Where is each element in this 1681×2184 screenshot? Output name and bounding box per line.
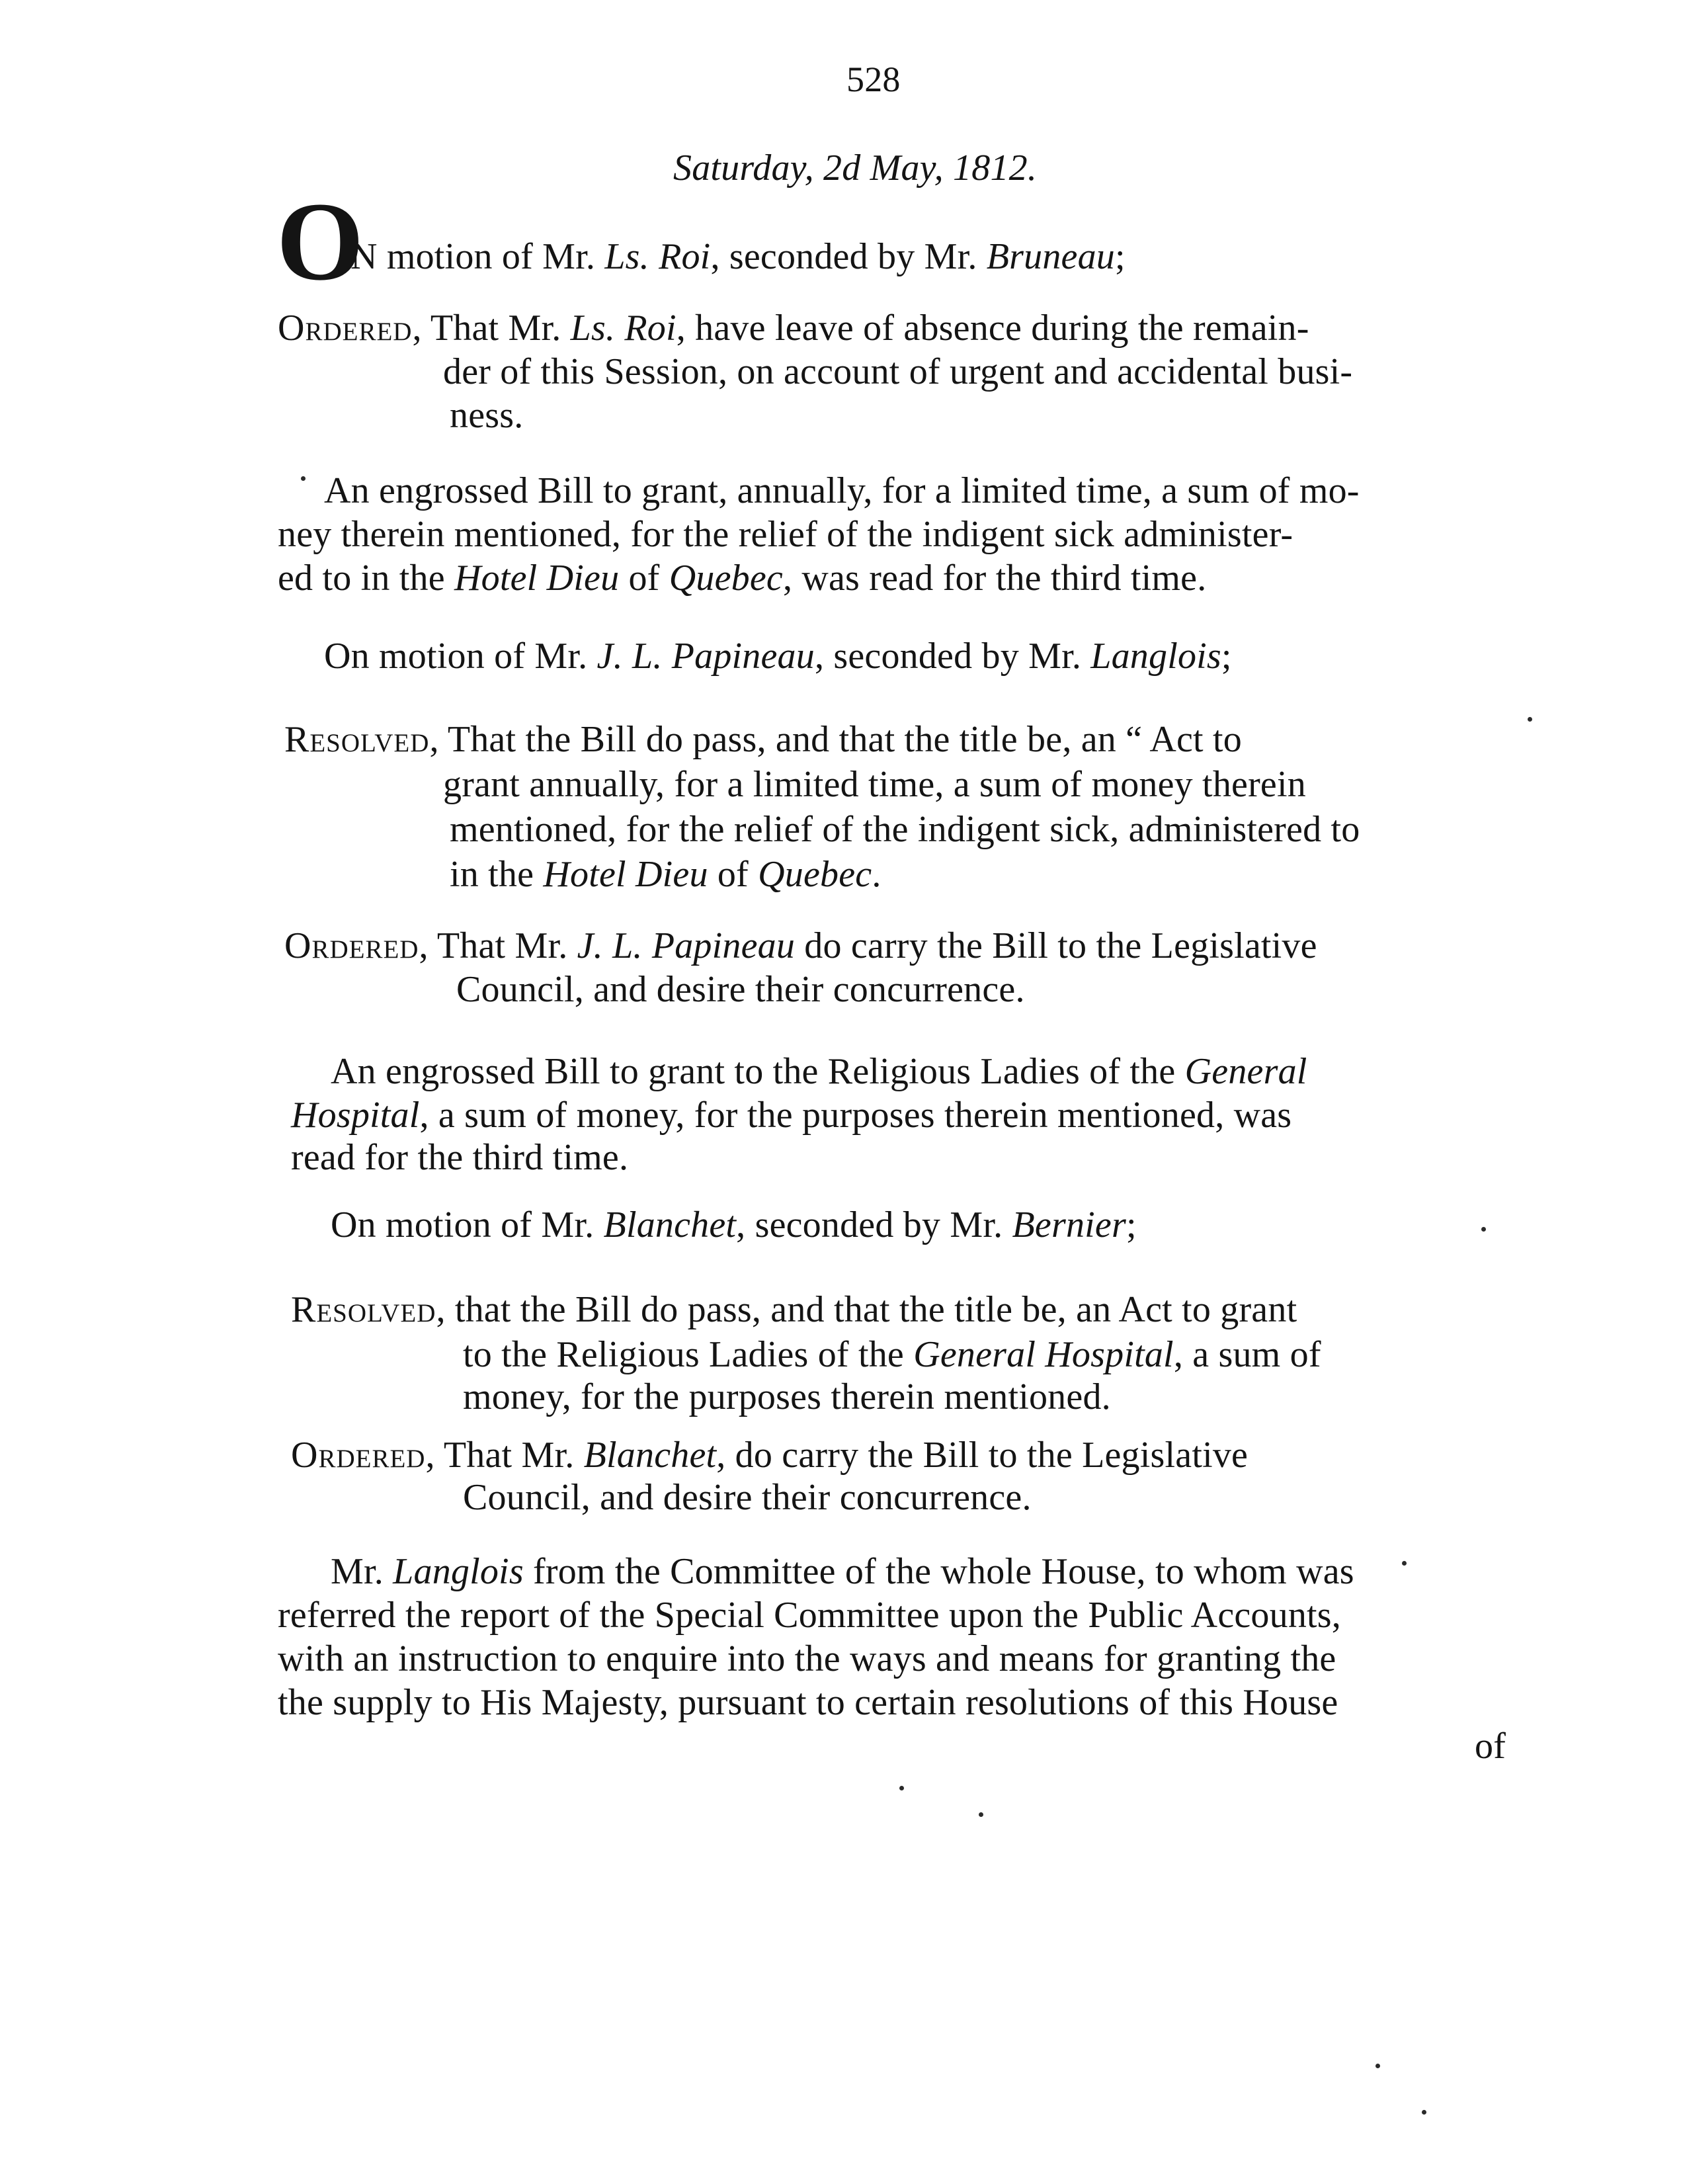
ordered-carry2-line-1 <box>291 1434 1248 1476</box>
text: N motion of Mr. <box>350 236 605 277</box>
member-name: Bruneau <box>986 236 1116 277</box>
committee-line-4: the supply to His Majesty, pursuant to certain resolutions of this House <box>278 1682 1338 1723</box>
member-name: Blanchet <box>583 1435 717 1476</box>
place-name: Hospital <box>291 1095 420 1136</box>
text: , a sum of money, for the purposes therein mentioned, was <box>419 1095 1292 1136</box>
lead-word: Resolved <box>284 719 430 760</box>
member-name: Ls. Roi <box>570 308 676 349</box>
scan-speck <box>979 1812 983 1817</box>
bill-line-3 <box>278 557 1206 599</box>
member-name: Langlois <box>1090 636 1221 677</box>
committee-line-2: referred the report of the Special Committee upon the Public Accounts, <box>278 1595 1341 1636</box>
text: , That the Bill do pass, and that the title be, an “ Act to <box>429 719 1242 760</box>
text: , That Mr. <box>425 1435 584 1476</box>
member-name: Langlois <box>393 1551 524 1592</box>
bill2-line-1 <box>331 1050 1307 1093</box>
text: , seconded by Mr. <box>814 636 1091 677</box>
ordered-line-2: der of this Session, on account of urgent and accidental busi- <box>443 351 1353 392</box>
place-name: Quebec <box>669 558 783 599</box>
resolved-line-1 <box>284 718 1242 761</box>
text: to the Religious Ladies of the <box>463 1334 914 1375</box>
bill2-line-2 <box>291 1094 1292 1136</box>
scan-speck <box>1528 717 1532 722</box>
catchword: of <box>1475 1726 1506 1767</box>
resolved2-line-1 <box>291 1288 1297 1331</box>
scan-speck <box>1481 1227 1486 1232</box>
bill-line-2: ney therein mentioned, for the relief of the indigent sick administer- <box>278 514 1293 555</box>
drop-cap: O <box>276 179 364 304</box>
text: from the Committee of the whole House, to whom was <box>523 1551 1354 1592</box>
bill-line-1: An engrossed Bill to grant, annually, for a limited time, a sum of mo- <box>324 470 1360 511</box>
session-date: Saturday, 2d May, 1812. <box>673 147 1038 189</box>
resolved2-line-2 <box>463 1333 1321 1376</box>
motion-line-2 <box>324 635 1232 677</box>
place-name: Hotel Dieu <box>454 558 620 599</box>
text: , that the Bill do pass, and that the title be, an Act to grant <box>436 1289 1297 1330</box>
text: On motion of Mr. <box>324 636 597 677</box>
ordered-carry-line-2: Council, and desire their concurrence. <box>456 969 1025 1010</box>
lead-word: Resolved <box>291 1289 436 1330</box>
text: An engrossed Bill to grant to the Religious Ladies of the <box>331 1051 1185 1092</box>
text: , seconded by Mr. <box>710 236 987 277</box>
lead-word: Ordered <box>278 308 413 349</box>
resolved-line-4 <box>450 853 882 896</box>
text: , seconded by Mr. <box>736 1204 1012 1245</box>
text: Mr. <box>331 1551 393 1592</box>
member-name: Blanchet <box>603 1204 737 1245</box>
text: , do carry the Bill to the Legislative <box>716 1435 1249 1476</box>
motion-line-1 <box>350 235 1126 278</box>
place-name: General <box>1184 1051 1307 1092</box>
member-name: Bernier <box>1012 1204 1126 1245</box>
text: of <box>619 558 669 599</box>
text: On motion of Mr. <box>331 1204 604 1245</box>
text: ; <box>1126 1204 1137 1245</box>
text: in the <box>450 854 544 895</box>
lead-word: Ordered <box>291 1435 426 1476</box>
text: , a sum of <box>1173 1334 1321 1375</box>
committee-line-3: with an instruction to enquire into the ways and means for granting the <box>278 1638 1336 1679</box>
resolved2-line-3: money, for the purposes therein mentioned. <box>463 1376 1111 1417</box>
committee-line-1 <box>331 1550 1354 1593</box>
member-name: Ls. Roi <box>604 236 711 277</box>
member-name: J. L. Papineau <box>596 636 815 677</box>
text: , have leave of absence during the remain- <box>676 308 1309 349</box>
text: , That Mr. <box>412 308 571 349</box>
text: , was read for the third time. <box>782 558 1207 599</box>
resolved-line-2: grant annually, for a limited time, a sum of money therein <box>443 764 1306 805</box>
text: of <box>708 854 758 895</box>
text: , That Mr. <box>419 925 577 966</box>
ordered-carry-line-1 <box>284 925 1317 967</box>
motion-line-3 <box>331 1204 1137 1246</box>
resolved-line-3: mentioned, for the relief of the indigent sick, administered to <box>450 809 1360 850</box>
scan-speck <box>1422 2110 1426 2115</box>
page-number: 528 <box>846 60 901 99</box>
scan-speck <box>301 476 306 481</box>
place-name: Hotel Dieu <box>543 854 708 895</box>
text: . <box>872 854 882 895</box>
scan-speck <box>1375 2064 1380 2068</box>
text: do carry the Bill to the Legislative <box>795 925 1317 966</box>
text: ; <box>1115 236 1126 277</box>
lead-word: Ordered <box>284 925 419 966</box>
ordered-line-3: ness. <box>450 395 524 436</box>
text: ; <box>1221 636 1232 677</box>
ordered-carry2-line-2: Council, and desire their concurrence. <box>463 1477 1032 1518</box>
place-name: Quebec <box>758 854 872 895</box>
scan-speck <box>899 1786 904 1790</box>
ordered-line-1 <box>278 307 1309 349</box>
text: ed to in the <box>278 558 454 599</box>
bill2-line-3: read for the third time. <box>291 1137 629 1178</box>
member-name: J. L. Papineau <box>577 925 796 966</box>
scan-speck <box>1402 1561 1407 1566</box>
place-name: General Hospital <box>913 1334 1174 1375</box>
